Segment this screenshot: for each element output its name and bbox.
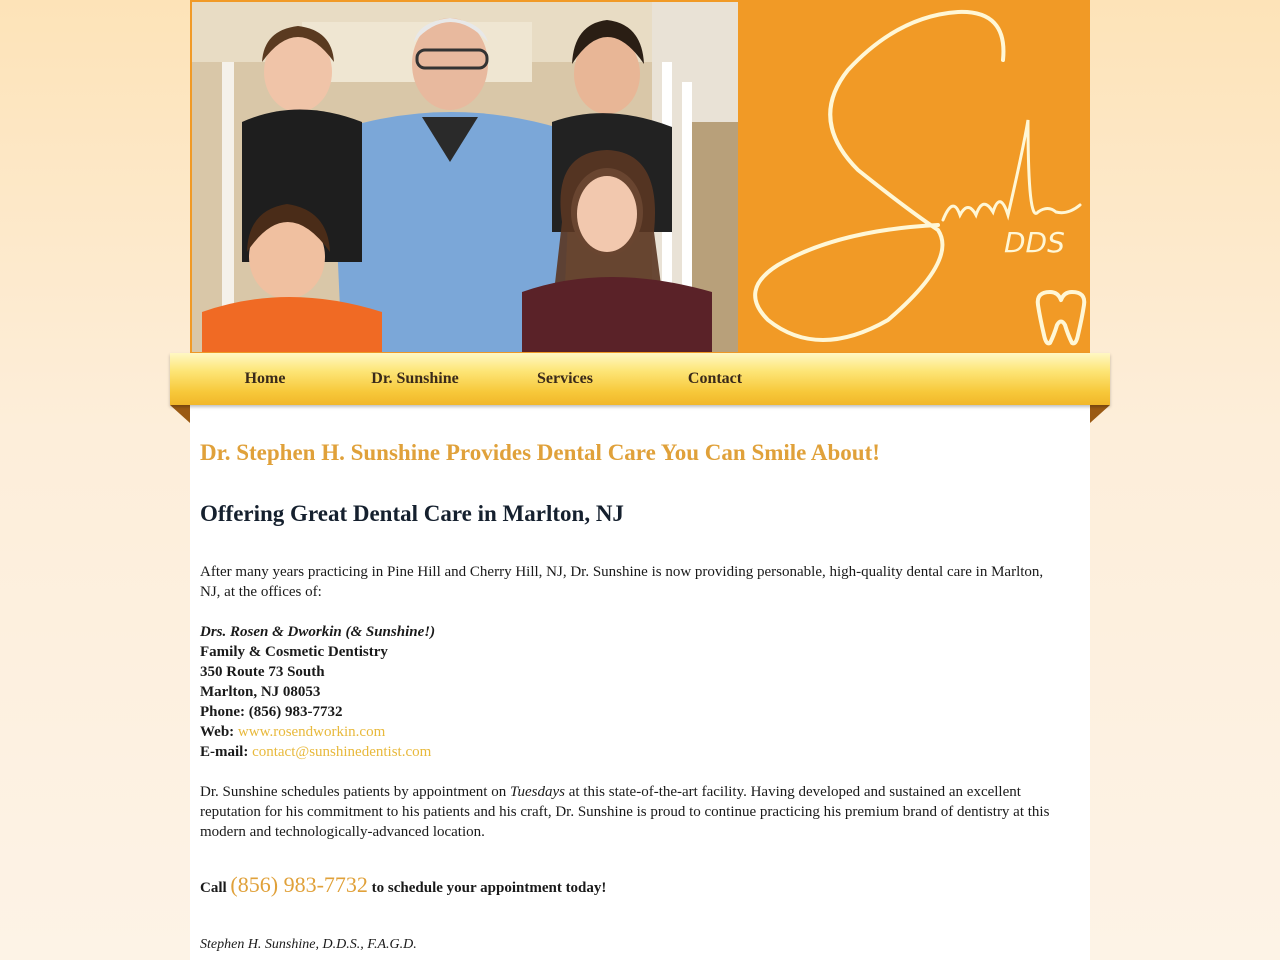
nav-dr-sunshine[interactable]: Dr. Sunshine: [371, 370, 459, 387]
cta-text-end: to schedule your appointment today!: [367, 880, 607, 896]
cta-text-start: Call: [200, 880, 231, 896]
email-line: [200, 742, 435, 762]
page-headline: Dr. Stephen H. Sunshine Provides Dental Care You Can Smile About!: [200, 440, 880, 465]
nav-fold-right: [1090, 405, 1110, 423]
logo-dds-text: DDS: [1004, 226, 1065, 259]
email-link[interactable]: contact@sunshinedentist.com: [252, 744, 432, 760]
practice-name: Drs. Rosen & Dworkin (& Sunshine!): [200, 624, 436, 640]
office-address: [200, 622, 435, 762]
tooth-icon: [1038, 292, 1085, 343]
practice-type: Family & Cosmetic Dentistry: [200, 644, 388, 660]
website-link[interactable]: www.rosendworkin.com: [237, 724, 386, 740]
web-line: [200, 722, 435, 742]
nav-home[interactable]: Home: [244, 370, 286, 387]
facility-text-start: Dr. Sunshine schedules patients by appointment on: [200, 784, 510, 800]
intro-paragraph: After many years practicing in Pine Hill and Cherry Hill, NJ, Dr. Sunshine is now providing personable, high-quality dental care in Marlton, NJ, at the offices of:: [200, 564, 1044, 600]
sunshine-logo: [738, 0, 1090, 353]
street-address: 350 Route 73 South: [200, 664, 325, 680]
call-to-action: [200, 872, 607, 898]
city-address: Marlton, NJ 08053: [200, 684, 321, 700]
nav-contact[interactable]: Contact: [687, 370, 743, 387]
doctor-signature: Stephen H. Sunshine, D.D.S., F.A.G.D.: [200, 937, 417, 952]
header-banner: [190, 0, 1090, 353]
email-label: E-mail:: [200, 744, 249, 760]
page-subhead: Offering Great Dental Care in Marlton, NJ: [200, 501, 624, 526]
cta-phone-number[interactable]: (856) 983-7732: [230, 872, 368, 897]
main-nav: [170, 353, 1110, 405]
nav-services[interactable]: Services: [537, 370, 593, 387]
family-photo: [192, 2, 738, 352]
web-label: Web:: [200, 724, 235, 740]
facility-paragraph: [200, 782, 1070, 842]
nav-fold-left: [170, 405, 190, 423]
facility-text-end: at this state-of-the-art facility. Having developed and sustained an excellent reputation for his commitment to his patients and his craft, Dr. Sunshine is proud to continue practicing his premium brand of dentistry at this modern and technologically-advanced location.: [200, 784, 1050, 840]
phone-line: Phone: (856) 983-7732: [200, 704, 343, 720]
appointment-day: Tuesdays: [509, 784, 565, 800]
